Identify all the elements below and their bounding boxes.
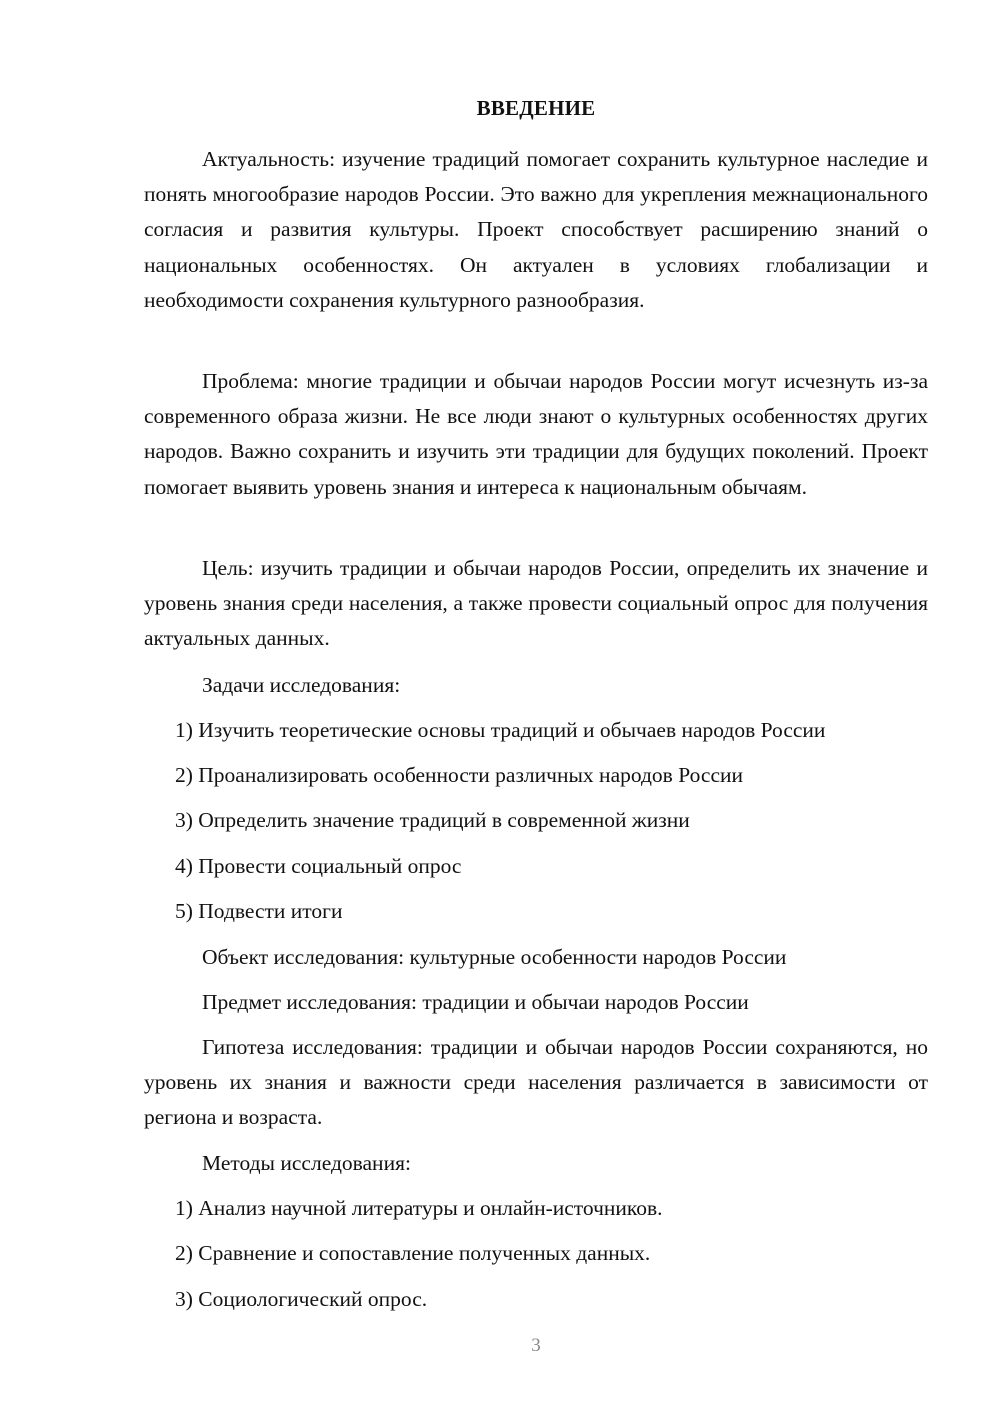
methods-heading: Методы исследования:: [202, 1151, 411, 1175]
hypothesis-block: [144, 1030, 928, 1136]
task-item: 2) Проанализировать особенности различных народов России: [175, 763, 744, 787]
method-item: 3) Социологический опрос.: [175, 1287, 428, 1311]
method-item: 2) Сравнение и сопоставление полученных данных.: [175, 1241, 651, 1265]
task-item: 1) Изучить теоретические основы традиций и обычаев народов России: [175, 718, 826, 742]
relevance-paragraph: Актуальность: изучение традиций помогает сохранить культурное наследие и понять многообразие народов России. Это важно для укрепления межнационального согласия и развития культуры. Проект способствует расширению знаний о национальных особенностях. Он актуален в условиях глобализации и необходимости сохранения культурного разнообразия.: [144, 147, 928, 312]
object-line: Объект исследования: культурные особенности народов России: [202, 945, 787, 969]
problem-paragraph: Проблема: многие традиции и обычаи народов России могут исчезнуть из-за современного образа жизни. Не все люди знают о культурных особенностях других народов. Важно сохранить и изучить эти традиции для будущих поколений. Проект помогает выявить уровень знания и интереса к национальным обычаям.: [144, 369, 928, 499]
page-number: 3: [531, 1335, 541, 1356]
subject-line: Предмет исследования: традиции и обычаи народов России: [202, 990, 749, 1014]
task-item: 3) Определить значение традиций в современной жизни: [175, 808, 690, 832]
task-item: 4) Провести социальный опрос: [175, 854, 462, 878]
relevance-block: [144, 142, 928, 318]
goal-paragraph: Цель: изучить традиции и обычаи народов России, определить их значение и уровень знания среди населения, а также провести социальный опрос для получения актуальных данных.: [144, 556, 928, 651]
page-title: ВВЕДЕНИЕ: [476, 96, 596, 120]
hypothesis-paragraph: Гипотеза исследования: традиции и обычаи народов России сохраняются, но уровень их знания и важности среди населения различается в зависимости от региона и возраста.: [144, 1035, 928, 1130]
method-item: 1) Анализ научной литературы и онлайн-источников.: [175, 1196, 663, 1220]
task-item: 5) Подвести итоги: [175, 899, 343, 923]
tasks-heading: Задачи исследования:: [202, 673, 401, 697]
problem-block: [144, 364, 928, 505]
goal-block: [144, 551, 928, 657]
